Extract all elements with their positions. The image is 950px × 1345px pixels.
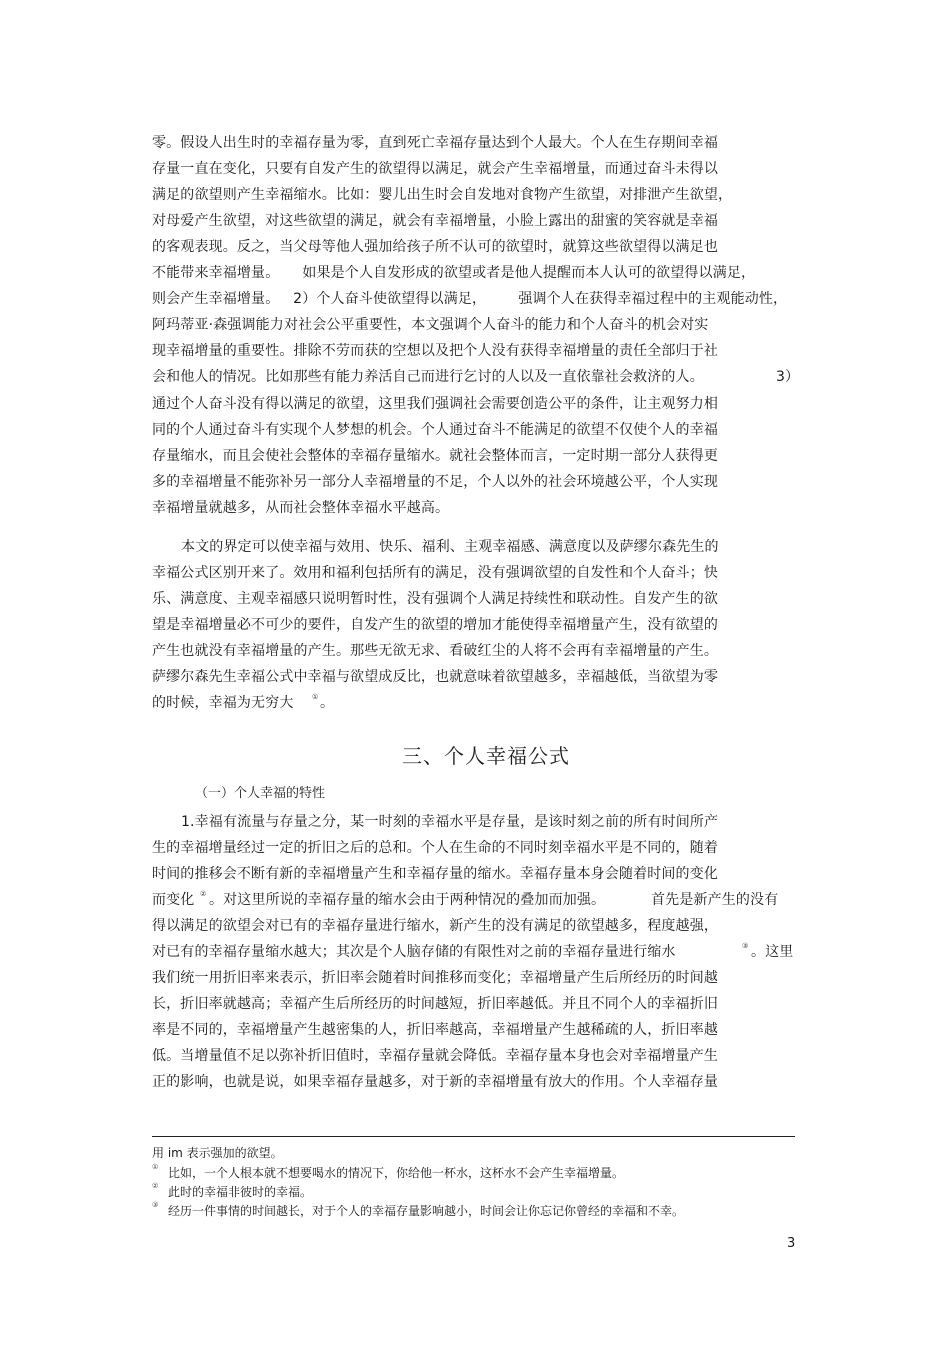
footnote-mark: ① — [152, 1163, 159, 1171]
body-line: 零。假设人出生时的幸福存量为零，直到死亡幸福存量达到个人最大。个人在生存期间幸福 — [152, 135, 718, 151]
body-line: 生的幸福增量经过一定的折旧之后的总和。个人在生命的不同时刻幸福水平是不同的，随着 — [152, 840, 718, 856]
footnote-ref[interactable]: ③ — [742, 942, 749, 950]
footnote-text: 比如，一个人根本就不想要喝水的情况下，你给他一杯水，这杯水不会产生幸福增量。 — [168, 1166, 625, 1180]
body-line: 存量一直在变化，只要有自发产生的欲望得以满足，就会产生幸福增量，而通过奋斗未得以 — [152, 161, 718, 177]
body-line: 多的幸福增量不能弥补另一部分人幸福增量的不足，个人以外的社会环境越公平，个人实现 — [152, 474, 718, 490]
footnote-ref[interactable]: ① — [312, 693, 319, 701]
body-line: 而变化 — [152, 892, 195, 908]
body-line: 对母爱产生欲望，对这些欲望的满足，就会有幸福增量，小脸上露出的甜蜜的笑容就是幸福 — [152, 213, 718, 229]
body-line: 本文的界定可以使幸福与效用、快乐、福利、主观幸福感、满意度以及萨缪尔森先生的 — [181, 539, 719, 555]
body-line: 率是不同的，幸福增量产生越密集的人，折旧率越高，幸福增量产生越稀疏的人，折旧率越 — [152, 1022, 718, 1038]
body-line: 我们统一用折旧率来表示，折旧率会随着时间推移而变化；幸福增量产生后所经历的时间越 — [152, 970, 718, 986]
footnote-lead: 用 im 表示强加的欲望。 — [152, 1146, 283, 1160]
body-line: 萨缪尔森先生幸福公式中幸福与欲望成反比，也就意味着欲望越多，幸福越低，当欲望为零 — [152, 669, 718, 685]
body-line: 幸福增量就越多，从而社会整体幸福水平越高。 — [152, 500, 450, 516]
footnote-mark: ③ — [152, 1201, 159, 1209]
body-line: 。这里 — [751, 944, 794, 960]
body-line: 望是幸福增量必不可少的要件，自发产生的欲望的增加才能使得幸福增量产生，没有欲望的 — [152, 617, 718, 633]
body-line: 不能带来幸福增量。 如果是个人自发形成的欲望或者是他人提醒而本人认可的欲望得以满足， — [152, 265, 756, 281]
body-line: 。 — [320, 695, 335, 711]
body-line: 通过个人奋斗没有得以满足的欲望，这里我们强调社会需要创造公平的条件，让主观努力相 — [152, 396, 718, 412]
body-line: 现幸福增量的重要性。排除不劳而获的空想以及把个人没有获得幸福增量的责任全部归于社 — [152, 343, 718, 359]
body-line: 低。当增量值不足以弥补折旧值时，幸福存量就会降低。幸福存量本身也会对幸福增量产生 — [152, 1048, 718, 1064]
body-line: 的时候，幸福为无穷大 — [152, 695, 294, 711]
list-marker: 3） — [776, 369, 800, 385]
body-line: 1.幸福有流量与存量之分，某一时刻的幸福水平是存量，是该时刻之前的所有时间所产 — [181, 814, 719, 830]
body-line: 得以满足的欲望会对已有的幸福存量进行缩水，新产生的没有满足的欲望越多，程度越强， — [152, 918, 718, 934]
footnote-text: 经历一件事情的时间越长，对于个人的幸福存量影响越小，时间会让你忘记你曾经的幸福和不幸。 — [168, 1204, 685, 1218]
body-line: 同的个人通过奋斗有实现个人梦想的机会。个人通过奋斗不能满足的欲望不仅使个人的幸福 — [152, 422, 718, 438]
footnote-mark: ② — [152, 1182, 159, 1190]
footnote-divider — [152, 1136, 795, 1137]
body-line: 对已有的幸福存量缩水越大；其次是个人脑存储的有限性对之前的幸福存量进行缩水 — [152, 944, 676, 960]
body-line: 乐、满意度、主观幸福感只说明暂时性，没有强调个人满足持续性和联动性。自发产生的欲 — [152, 591, 718, 607]
body-line: 存量缩水，而且会使社会整体的幸福存量缩水。就社会整体而言，一定时期一部分人获得更 — [152, 448, 718, 464]
body-line: 长，折旧率就越高；幸福产生后所经历的时间越短，折旧率越低。并且不同个人的幸福折旧 — [152, 996, 718, 1012]
body-line: 首先是新产生的没有 — [651, 892, 779, 908]
section-heading: 三、个人幸福公式 — [402, 744, 570, 768]
body-line: 阿玛蒂亚·森强调能力对社会公平重要性，本文强调个人奋斗的能力和个人奋斗的机会对实 — [152, 317, 709, 333]
body-line: 产生也就没有幸福增量的产生。那些无欲无求、看破红尘的人将不会再有幸福增量的产生。 — [152, 643, 718, 659]
body-line: 。对这里所说的幸福存量的缩水会由于两种情况的叠加而加强。 — [209, 892, 606, 908]
body-line: 的客观表现。反之，当父母等他人强加给孩子所不认可的欲望时，就算这些欲望得以满足也 — [152, 239, 718, 255]
footnote-ref[interactable]: ② — [200, 890, 207, 898]
body-line: 会和他人的情况。比如那些有能力养活自己而进行乞讨的人以及一直依靠社会救济的人。 — [152, 369, 704, 385]
body-line: 则会产生幸福增量。 2）个人奋斗使欲望得以满足， 强调个人在获得幸福过程中的主观能动性， — [152, 291, 788, 307]
body-line: 满足的欲望则产生幸福缩水。比如：婴儿出生时会自发地对食物产生欲望，对排泄产生欲望， — [152, 187, 733, 203]
footnote-text: 此时的幸福非彼时的幸福。 — [168, 1185, 313, 1199]
subsection-heading: （一）个人幸福的特性 — [195, 786, 326, 801]
body-line: 时间的推移会不断有新的幸福增量产生和幸福存量的缩水。幸福存量本身会随着时间的变化 — [152, 866, 718, 882]
page-number: 3 — [787, 1236, 796, 1251]
body-line: 幸福公式区别开来了。效用和福利包括所有的满足，没有强调欲望的自发性和个人奋斗；快 — [152, 565, 718, 581]
body-line: 正的影响，也就是说，如果幸福存量越多，对于新的幸福增量有放大的作用。个人幸福存量 — [152, 1074, 718, 1090]
